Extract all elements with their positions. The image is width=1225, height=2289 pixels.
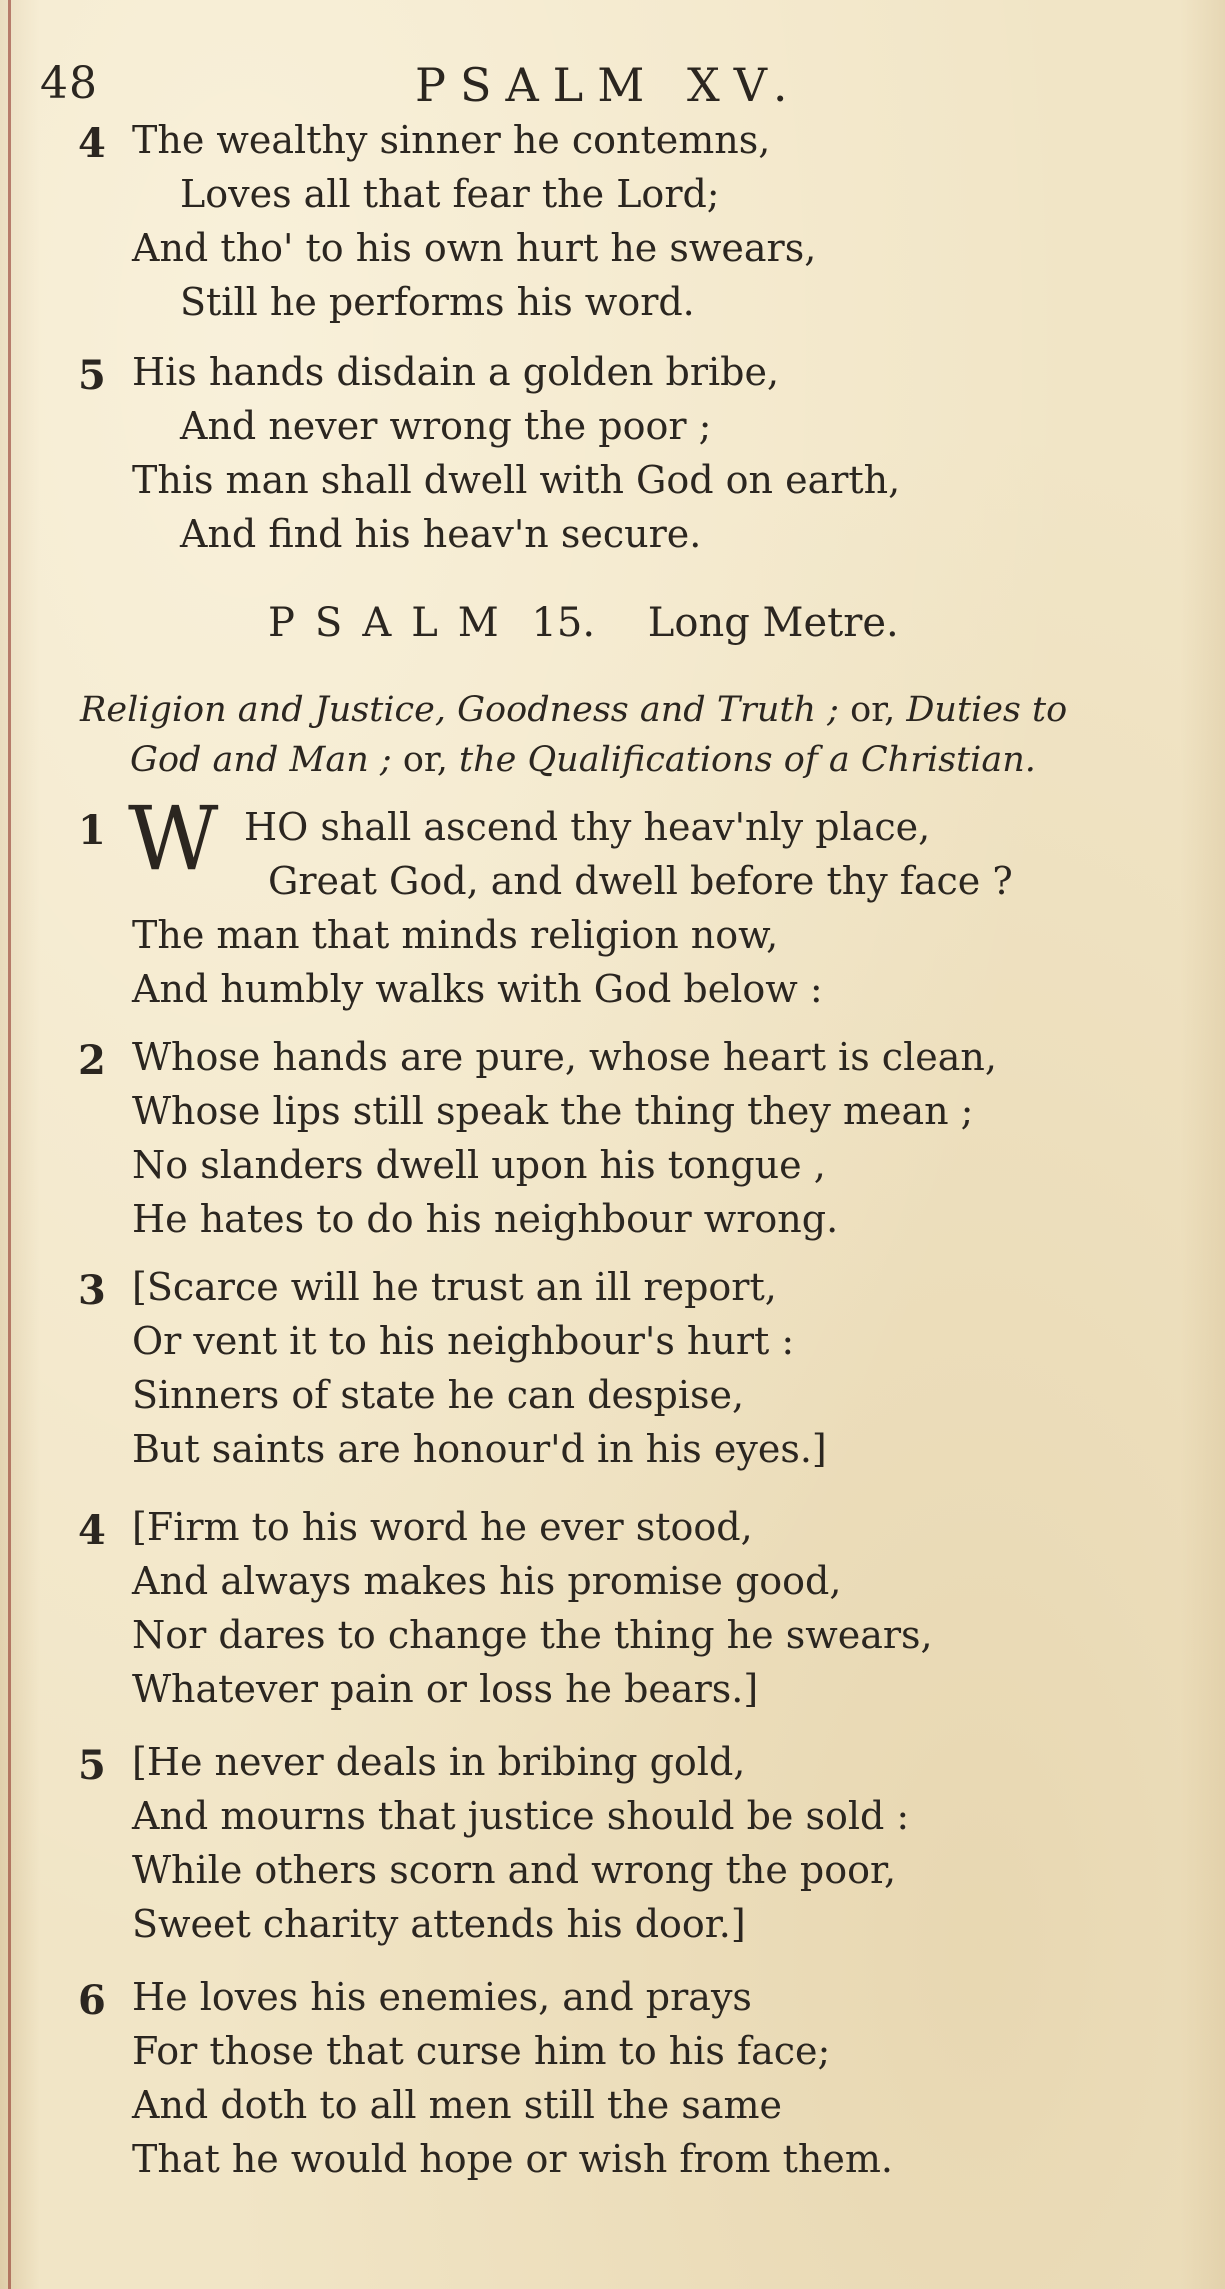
verse-line: The wealthy sinner he contemns, xyxy=(132,118,771,162)
subtitle-part: Duties to xyxy=(906,690,1068,730)
page-number: 48 xyxy=(40,58,98,109)
subtitle-part: God and Man ; xyxy=(130,740,392,780)
verse-line: That he would hope or wish from them. xyxy=(132,2137,893,2181)
verse-line: [Scarce will he trust an ill report, xyxy=(132,1265,777,1309)
verse-line: Or vent it to his neighbour's hurt : xyxy=(132,1319,795,1363)
verse-line: Whatever pain or loss he bears.] xyxy=(132,1667,759,1711)
page-header xyxy=(40,58,1200,118)
verse-number: 4 xyxy=(78,1507,106,1554)
psalm-label: PSALM xyxy=(268,600,519,646)
verse-line: While others scorn and wrong the poor, xyxy=(132,1848,897,1892)
verse-line: And mourns that justice should be sold : xyxy=(132,1794,910,1838)
subtitle-or: or, xyxy=(402,740,448,780)
verse-line: And humbly walks with God below : xyxy=(132,967,823,1011)
verse-line: And tho' to his own hurt he swears, xyxy=(132,226,817,270)
subtitle-or: or, xyxy=(850,690,896,730)
verse-line: His hands disdain a golden bribe, xyxy=(132,350,780,394)
page-edge-rule xyxy=(8,0,11,2289)
verse-number: 6 xyxy=(78,1977,106,2024)
verse-line: Whose lips still speak the thing they mean ; xyxy=(132,1089,974,1133)
verse-line: And doth to all men still the same xyxy=(132,2083,782,2127)
verse-line: This man shall dwell with God on earth, xyxy=(132,458,901,502)
verse-line: Great God, and dwell before thy face ? xyxy=(268,859,1013,903)
verse-number: 5 xyxy=(78,1742,106,1789)
psalm-subtitle-line-2 xyxy=(130,740,1036,780)
verse-line: Still he performs his word. xyxy=(180,280,695,324)
psalm-number: 15. xyxy=(531,600,596,646)
verse-line: [He never deals in bribing gold, xyxy=(132,1740,746,1784)
verse-line: Sweet charity attends his door.] xyxy=(132,1902,746,1946)
verse-line: Loves all that fear the Lord; xyxy=(180,172,720,216)
verse-line: He hates to do his neighbour wrong. xyxy=(132,1197,839,1241)
verse-line: Whose hands are pure, whose heart is clean, xyxy=(132,1035,997,1079)
verse-line: But saints are honour'd in his eyes.] xyxy=(132,1427,827,1471)
psalm-heading xyxy=(268,600,899,646)
subtitle-part: Religion and Justice, Goodness and Truth ; xyxy=(80,690,839,730)
verse-line: And never wrong the poor ; xyxy=(180,404,712,448)
verse-line: Nor dares to change the thing he swears, xyxy=(132,1613,933,1657)
verse-number: 5 xyxy=(78,352,106,399)
verse-number: 4 xyxy=(78,120,106,167)
verse-line: [Firm to his word he ever stood, xyxy=(132,1505,753,1549)
verse-line: And find his heav'n secure. xyxy=(180,512,702,556)
psalm-subtitle-line-1 xyxy=(80,690,1067,730)
verse-number: 2 xyxy=(78,1037,106,1084)
drop-cap: W xyxy=(128,787,219,890)
subtitle-part: the Qualifications of a Christian. xyxy=(459,740,1036,780)
verse-line: HO shall ascend thy heav'nly place, xyxy=(244,805,931,849)
verse-line: No slanders dwell upon his tongue , xyxy=(132,1143,826,1187)
verse-line: Sinners of state he can despise, xyxy=(132,1373,745,1417)
psalm-metre: Long Metre. xyxy=(647,600,899,646)
verse-line: And always makes his promise good, xyxy=(132,1559,842,1603)
running-head: PSALM XV. xyxy=(415,58,802,112)
verse-line: For those that curse him to his face; xyxy=(132,2029,831,2073)
verse-number: 1 xyxy=(78,807,106,854)
verse-line: He loves his enemies, and prays xyxy=(132,1975,752,2019)
verse-line: The man that minds religion now, xyxy=(132,913,779,957)
verse-number: 3 xyxy=(78,1267,106,1314)
